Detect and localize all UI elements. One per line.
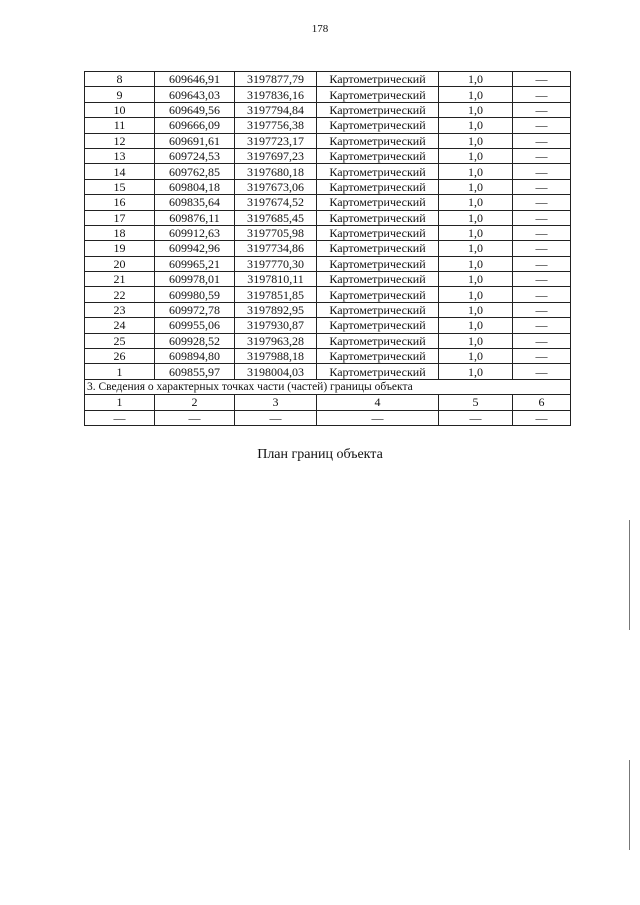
section-empty-cell: —: [235, 410, 317, 425]
section-heading-row: [85, 379, 571, 394]
coordinates-table: [84, 71, 571, 426]
section-empty-cell: —: [513, 410, 571, 425]
scan-edge-mark: [629, 760, 630, 850]
description-cell: —: [513, 287, 571, 302]
method-cell: Картометрический: [317, 256, 439, 271]
description-cell: —: [513, 102, 571, 117]
method-cell: Картометрический: [317, 225, 439, 240]
table-row: [85, 272, 571, 287]
section-empty-cell: —: [317, 410, 439, 425]
section-column-number: 4: [317, 395, 439, 410]
accuracy-cell: 1,0: [439, 272, 513, 287]
accuracy-cell: 1,0: [439, 333, 513, 348]
x-coordinate-cell: 609972,78: [155, 302, 235, 317]
accuracy-cell: 1,0: [439, 179, 513, 194]
table-row: [85, 302, 571, 317]
x-coordinate-cell: 609666,09: [155, 118, 235, 133]
point-number-cell: 19: [85, 241, 155, 256]
section-empty-cell: —: [85, 410, 155, 425]
point-number-cell: 20: [85, 256, 155, 271]
point-number-cell: 24: [85, 318, 155, 333]
point-number-cell: 25: [85, 333, 155, 348]
accuracy-cell: 1,0: [439, 148, 513, 163]
point-number-cell: 17: [85, 210, 155, 225]
method-cell: Картометрический: [317, 364, 439, 379]
accuracy-cell: 1,0: [439, 287, 513, 302]
description-cell: —: [513, 210, 571, 225]
method-cell: Картометрический: [317, 302, 439, 317]
table-row: [85, 241, 571, 256]
description-cell: —: [513, 349, 571, 364]
table-row: [85, 179, 571, 194]
point-number-cell: 18: [85, 225, 155, 240]
method-cell: Картометрический: [317, 195, 439, 210]
x-coordinate-cell: 609928,52: [155, 333, 235, 348]
table-row: [85, 256, 571, 271]
table-row: [85, 210, 571, 225]
y-coordinate-cell: 3197723,17: [235, 133, 317, 148]
y-coordinate-cell: 3197770,30: [235, 256, 317, 271]
method-cell: Картометрический: [317, 118, 439, 133]
x-coordinate-cell: 609855,97: [155, 364, 235, 379]
point-number-cell: 14: [85, 164, 155, 179]
point-number-cell: 22: [85, 287, 155, 302]
x-coordinate-cell: 609912,63: [155, 225, 235, 240]
x-coordinate-cell: 609646,91: [155, 72, 235, 87]
description-cell: —: [513, 241, 571, 256]
x-coordinate-cell: 609942,96: [155, 241, 235, 256]
y-coordinate-cell: 3197794,84: [235, 102, 317, 117]
accuracy-cell: 1,0: [439, 256, 513, 271]
point-number-cell: 12: [85, 133, 155, 148]
y-coordinate-cell: 3197836,16: [235, 87, 317, 102]
accuracy-cell: 1,0: [439, 241, 513, 256]
point-number-cell: 23: [85, 302, 155, 317]
point-number-cell: 26: [85, 349, 155, 364]
accuracy-cell: 1,0: [439, 318, 513, 333]
section-column-number: 6: [513, 395, 571, 410]
description-cell: —: [513, 195, 571, 210]
method-cell: Картометрический: [317, 133, 439, 148]
table-row: [85, 102, 571, 117]
x-coordinate-cell: 609955,06: [155, 318, 235, 333]
section-column-number: 2: [155, 395, 235, 410]
method-cell: Картометрический: [317, 318, 439, 333]
x-coordinate-cell: 609804,18: [155, 179, 235, 194]
x-coordinate-cell: 609762,85: [155, 164, 235, 179]
point-number-cell: 8: [85, 72, 155, 87]
section-column-number: 3: [235, 395, 317, 410]
description-cell: —: [513, 72, 571, 87]
y-coordinate-cell: 3198004,03: [235, 364, 317, 379]
method-cell: Картометрический: [317, 272, 439, 287]
x-coordinate-cell: 609978,01: [155, 272, 235, 287]
accuracy-cell: 1,0: [439, 225, 513, 240]
point-number-cell: 16: [85, 195, 155, 210]
x-coordinate-cell: 609894,80: [155, 349, 235, 364]
section-empty-row: [85, 410, 571, 425]
accuracy-cell: 1,0: [439, 102, 513, 117]
table-row: [85, 318, 571, 333]
point-number-cell: 1: [85, 364, 155, 379]
method-cell: Картометрический: [317, 179, 439, 194]
y-coordinate-cell: 3197877,79: [235, 72, 317, 87]
y-coordinate-cell: 3197673,06: [235, 179, 317, 194]
y-coordinate-cell: 3197930,87: [235, 318, 317, 333]
y-coordinate-cell: 3197680,18: [235, 164, 317, 179]
method-cell: Картометрический: [317, 87, 439, 102]
description-cell: —: [513, 164, 571, 179]
table-row: [85, 195, 571, 210]
y-coordinate-cell: 3197674,52: [235, 195, 317, 210]
accuracy-cell: 1,0: [439, 195, 513, 210]
method-cell: Картометрический: [317, 210, 439, 225]
section-block: [85, 379, 571, 425]
accuracy-cell: 1,0: [439, 349, 513, 364]
table-row: [85, 364, 571, 379]
table-row: [85, 118, 571, 133]
method-cell: Картометрический: [317, 102, 439, 117]
accuracy-cell: 1,0: [439, 118, 513, 133]
y-coordinate-cell: 3197810,11: [235, 272, 317, 287]
accuracy-cell: 1,0: [439, 210, 513, 225]
accuracy-cell: 1,0: [439, 302, 513, 317]
y-coordinate-cell: 3197756,38: [235, 118, 317, 133]
description-cell: —: [513, 318, 571, 333]
y-coordinate-cell: 3197734,86: [235, 241, 317, 256]
method-cell: Картометрический: [317, 72, 439, 87]
x-coordinate-cell: 609724,53: [155, 148, 235, 163]
description-cell: —: [513, 333, 571, 348]
table-row: [85, 333, 571, 348]
method-cell: Картометрический: [317, 148, 439, 163]
x-coordinate-cell: 609649,56: [155, 102, 235, 117]
description-cell: —: [513, 256, 571, 271]
plan-title: План границ объекта: [257, 447, 383, 462]
accuracy-cell: 1,0: [439, 72, 513, 87]
method-cell: Картометрический: [317, 241, 439, 256]
table-row: [85, 164, 571, 179]
y-coordinate-cell: 3197988,18: [235, 349, 317, 364]
x-coordinate-cell: 609876,11: [155, 210, 235, 225]
accuracy-cell: 1,0: [439, 164, 513, 179]
table-row: [85, 72, 571, 87]
x-coordinate-cell: 609691,61: [155, 133, 235, 148]
table-row: [85, 133, 571, 148]
method-cell: Картометрический: [317, 333, 439, 348]
accuracy-cell: 1,0: [439, 87, 513, 102]
y-coordinate-cell: 3197685,45: [235, 210, 317, 225]
scan-edge-mark: [629, 520, 630, 630]
table-row: [85, 225, 571, 240]
point-number-cell: 15: [85, 179, 155, 194]
point-number-cell: 11: [85, 118, 155, 133]
description-cell: —: [513, 87, 571, 102]
section-column-numbers-row: [85, 395, 571, 410]
x-coordinate-cell: 609980,59: [155, 287, 235, 302]
accuracy-cell: 1,0: [439, 133, 513, 148]
y-coordinate-cell: 3197892,95: [235, 302, 317, 317]
accuracy-cell: 1,0: [439, 364, 513, 379]
table-row: [85, 287, 571, 302]
point-number-cell: 9: [85, 87, 155, 102]
table-row: [85, 349, 571, 364]
description-cell: —: [513, 225, 571, 240]
point-number-cell: 10: [85, 102, 155, 117]
method-cell: Картометрический: [317, 349, 439, 364]
section-column-number: 5: [439, 395, 513, 410]
page-number: 178: [311, 23, 329, 35]
description-cell: —: [513, 179, 571, 194]
x-coordinate-cell: 609965,21: [155, 256, 235, 271]
y-coordinate-cell: 3197697,23: [235, 148, 317, 163]
point-number-cell: 21: [85, 272, 155, 287]
description-cell: —: [513, 364, 571, 379]
section-column-number: 1: [85, 395, 155, 410]
description-cell: —: [513, 118, 571, 133]
x-coordinate-cell: 609643,03: [155, 87, 235, 102]
method-cell: Картометрический: [317, 287, 439, 302]
coordinates-table-body: [85, 72, 571, 380]
description-cell: —: [513, 133, 571, 148]
section-empty-cell: —: [155, 410, 235, 425]
table-row: [85, 87, 571, 102]
y-coordinate-cell: 3197851,85: [235, 287, 317, 302]
method-cell: Картометрический: [317, 164, 439, 179]
description-cell: —: [513, 302, 571, 317]
x-coordinate-cell: 609835,64: [155, 195, 235, 210]
table-row: [85, 148, 571, 163]
description-cell: —: [513, 148, 571, 163]
y-coordinate-cell: 3197705,98: [235, 225, 317, 240]
point-number-cell: 13: [85, 148, 155, 163]
description-cell: —: [513, 272, 571, 287]
y-coordinate-cell: 3197963,28: [235, 333, 317, 348]
section-empty-cell: —: [439, 410, 513, 425]
section-heading: 3. Сведения о характерных точках части (частей) границы объекта: [85, 379, 571, 394]
